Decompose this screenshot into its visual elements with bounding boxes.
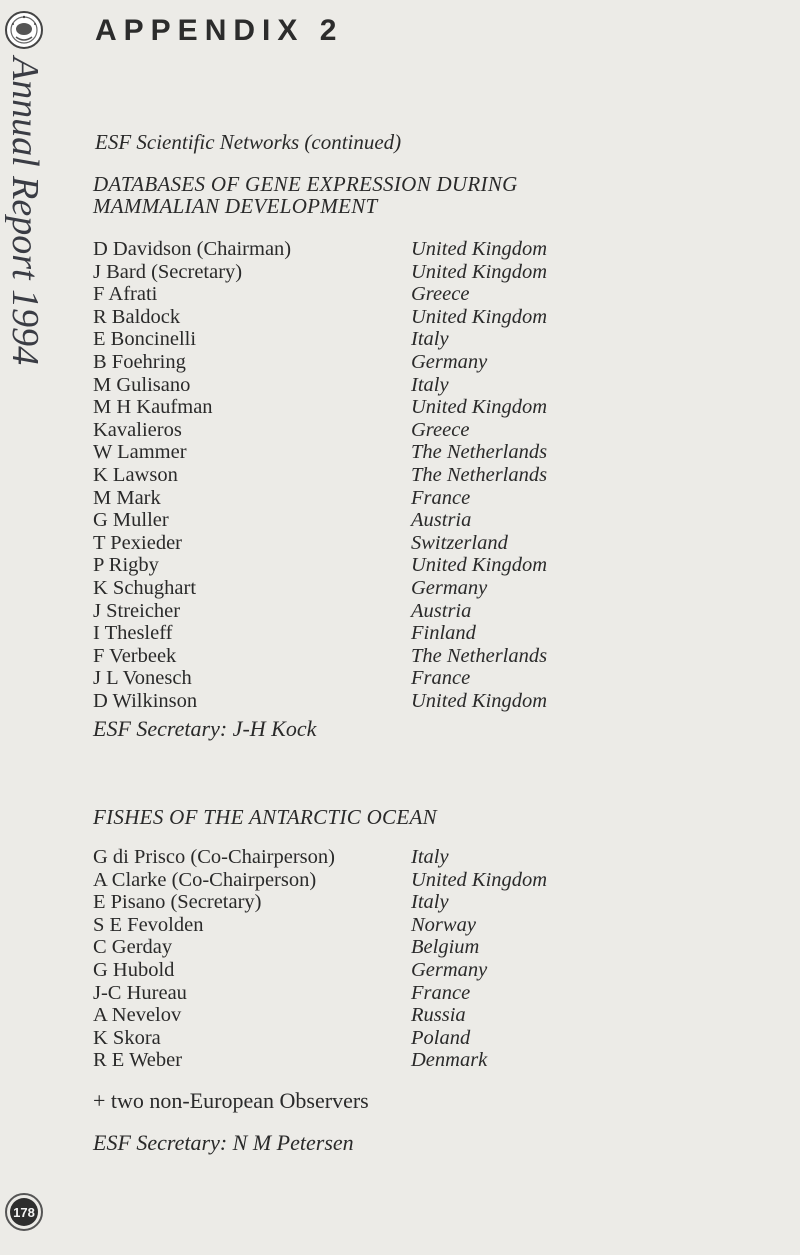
member-country: Finland [411, 622, 476, 645]
page-subtitle: ESF Scientific Networks (continued) [95, 130, 402, 154]
member-name: G Muller [93, 509, 169, 532]
sidebar [0, 0, 58, 1255]
list-item [93, 914, 613, 938]
list-item [93, 532, 613, 556]
member-name: E Boncinelli [93, 328, 197, 351]
member-name: I Thesleff [93, 622, 173, 645]
member-country: Russia [411, 1004, 466, 1027]
section-heading-line2: MAMMALIAN DEVELOPMENT [93, 194, 378, 218]
report-title-text: Annual Report 1994 [4, 56, 47, 365]
member-country: Austria [411, 599, 472, 622]
list-item [93, 328, 613, 352]
member-name: J-C Hureau [93, 981, 187, 1004]
list-item [93, 690, 613, 714]
member-name: W Lammer [93, 441, 187, 464]
page-number: 178 [10, 1198, 38, 1226]
member-country: United Kingdom [411, 554, 548, 577]
list-item [93, 645, 613, 669]
list-item [93, 1004, 613, 1028]
list-item [93, 396, 613, 420]
list-item [93, 509, 613, 533]
member-country: Greece [411, 418, 470, 441]
list-item [93, 1027, 613, 1051]
member-name: Kavalieros [93, 418, 182, 441]
list-item [93, 600, 613, 624]
list-item [93, 1049, 613, 1073]
member-country: Belgium [411, 936, 480, 959]
member-country: France [411, 981, 471, 1004]
esf-secretary-line: ESF Secretary: J-H Kock [93, 716, 317, 741]
list-item [93, 283, 613, 307]
member-country: United Kingdom [411, 868, 548, 891]
section-heading: FISHES OF THE ANTARCTIC OCEAN [93, 805, 437, 829]
member-name: B Foehring [93, 351, 186, 373]
list-item [93, 667, 613, 691]
section-heading: DATABASES OF GENE EXPRESSION DURING [93, 172, 518, 196]
list-item [93, 891, 613, 915]
member-name: K Skora [93, 1026, 161, 1049]
member-name: C Gerday [93, 936, 173, 959]
list-item [93, 419, 613, 443]
member-name: G Hubold [93, 959, 175, 981]
list-item [93, 261, 613, 285]
member-country: Italy [411, 846, 449, 868]
member-country: United Kingdom [411, 690, 548, 712]
member-name: D Davidson (Chairman) [93, 238, 292, 260]
list-item [93, 487, 613, 511]
list-item [93, 869, 613, 893]
member-country: The Netherlands [411, 441, 548, 464]
list-item [93, 374, 613, 398]
member-country: The Netherlands [411, 464, 548, 486]
member-name: S E Fevolden [93, 913, 204, 936]
member-country: Norway [411, 913, 476, 936]
member-name: A Nevelov [93, 1004, 182, 1027]
member-name: A Clarke (Co-Chairperson) [93, 868, 317, 891]
member-country: Greece [411, 283, 470, 306]
member-country: Germany [411, 959, 488, 981]
member-country: Italy [411, 328, 449, 351]
member-country: The Netherlands [411, 644, 548, 667]
member-name: K Lawson [93, 464, 178, 486]
appendix-title: APPENDIX 2 [95, 14, 344, 47]
member-name: T Pexieder [93, 531, 182, 554]
list-item [93, 554, 613, 578]
member-name: F Afrati [93, 283, 158, 306]
member-name: F Verbeek [93, 644, 177, 667]
esf-logo-icon [4, 10, 44, 50]
member-country: France [411, 667, 471, 690]
member-name: G di Prisco (Co-Chairperson) [93, 846, 335, 868]
list-item [93, 306, 613, 330]
member-name: J Streicher [93, 599, 181, 622]
list-item [93, 936, 613, 960]
list-item [93, 959, 613, 983]
member-country: United Kingdom [411, 305, 548, 328]
member-country: Austria [411, 509, 472, 532]
member-name: J Bard (Secretary) [93, 260, 243, 283]
member-country: United Kingdom [411, 396, 548, 419]
member-name: M Gulisano [93, 373, 191, 396]
list-item [93, 464, 613, 488]
member-name: K Schughart [93, 577, 197, 599]
list-item [93, 846, 613, 870]
list-item [93, 622, 613, 646]
list-item [93, 351, 613, 375]
member-name: P Rigby [93, 554, 159, 577]
member-country: Denmark [411, 1049, 488, 1072]
member-country: United Kingdom [411, 260, 548, 283]
observers-note: + two non-European Observers [93, 1088, 369, 1113]
member-country: Italy [411, 891, 449, 914]
member-country: Switzerland [411, 531, 508, 554]
member-name: D Wilkinson [93, 690, 198, 712]
member-name: M H Kaufman [93, 396, 213, 419]
member-country: Poland [411, 1026, 471, 1049]
member-country: France [411, 486, 471, 509]
member-name: E Pisano (Secretary) [93, 891, 262, 914]
member-country: Germany [411, 577, 488, 599]
member-country: Italy [411, 373, 449, 396]
page-number-badge [5, 1193, 43, 1231]
member-country: Germany [411, 351, 488, 373]
member-name: R Baldock [93, 305, 181, 328]
member-country: United Kingdom [411, 238, 548, 260]
esf-secretary-line: ESF Secretary: N M Petersen [93, 1130, 354, 1155]
report-title-vertical [2, 56, 48, 365]
list-item [93, 238, 613, 262]
member-name: M Mark [93, 486, 161, 509]
member-name: R E Weber [93, 1049, 183, 1072]
list-item [93, 982, 613, 1006]
list-item [93, 577, 613, 601]
list-item [93, 441, 613, 465]
member-name: J L Vonesch [93, 667, 192, 690]
